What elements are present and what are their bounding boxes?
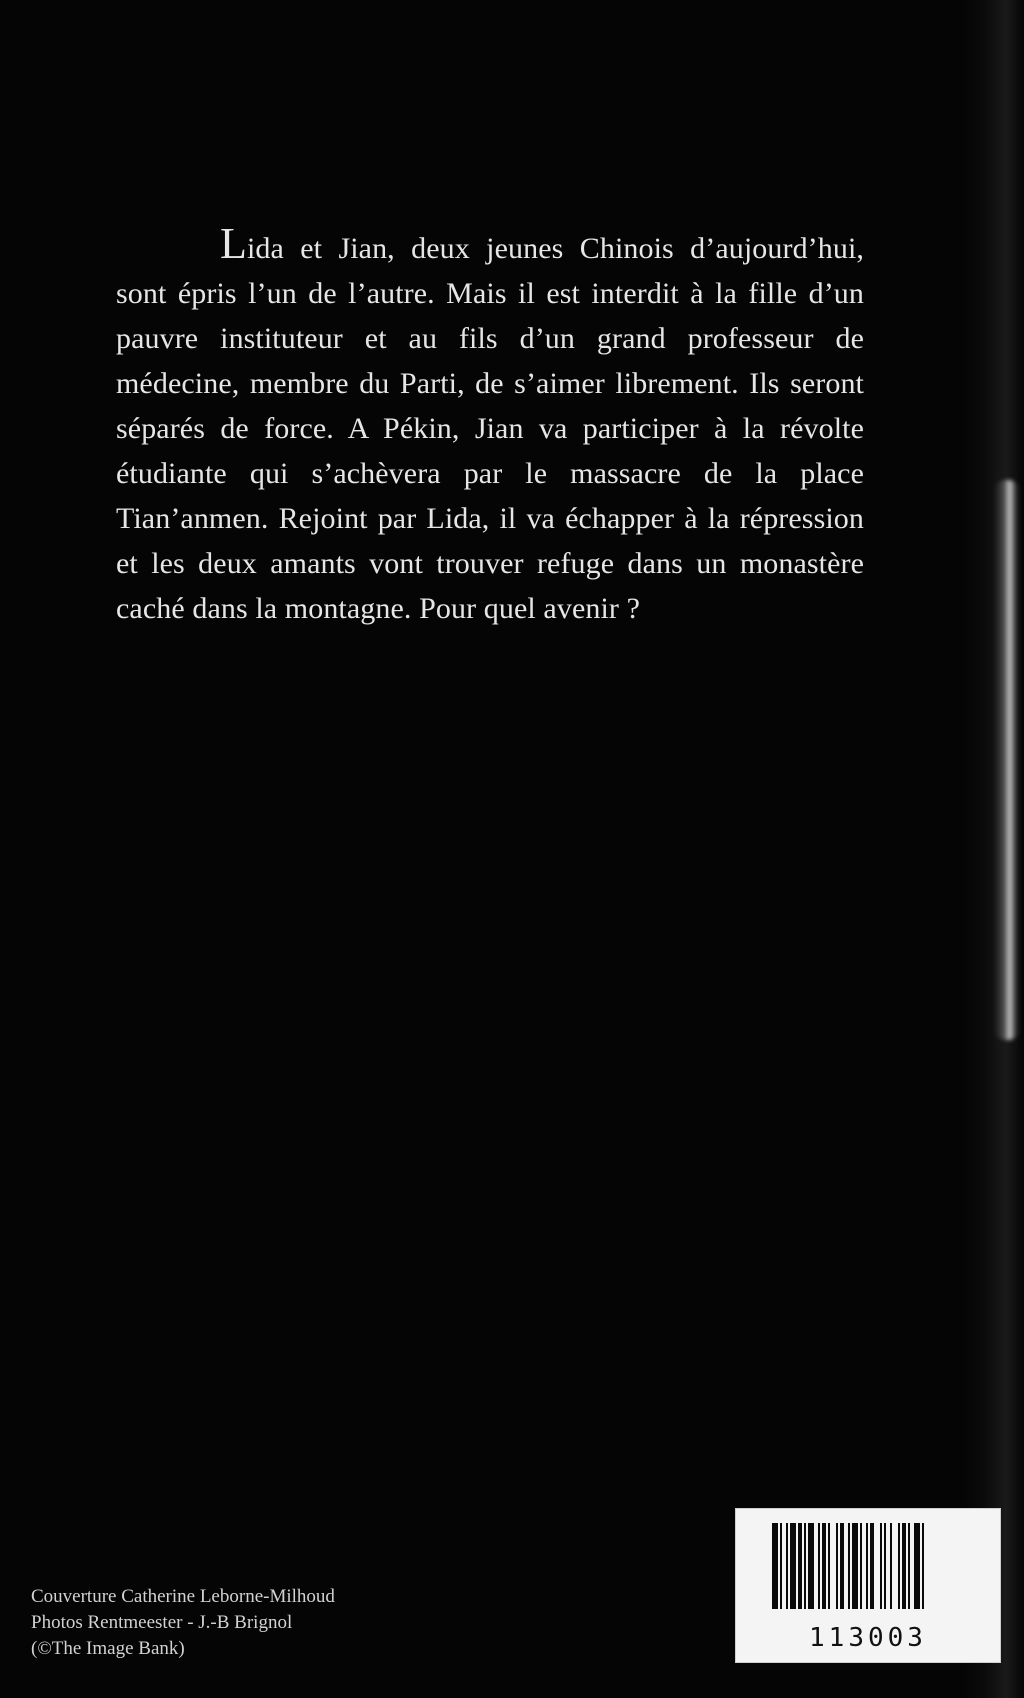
barcode-bar xyxy=(902,1523,906,1609)
barcode-number: 113003 xyxy=(809,1623,927,1653)
barcode-bar xyxy=(870,1523,874,1609)
barcode-bar xyxy=(780,1523,782,1609)
barcode-bar xyxy=(836,1523,838,1609)
barcode-bar xyxy=(860,1523,862,1609)
barcode-bar xyxy=(866,1523,868,1609)
blurb-dropcap: L xyxy=(220,219,247,268)
barcode-bar xyxy=(890,1523,892,1609)
barcode-bar xyxy=(880,1523,882,1609)
barcode-bar xyxy=(884,1523,886,1609)
barcode-bar xyxy=(818,1523,820,1609)
credit-cover-design: Couverture Catherine Leborne-Milhoud xyxy=(31,1586,335,1607)
barcode-bar xyxy=(798,1523,802,1609)
barcode-bar xyxy=(790,1523,796,1609)
barcode-bar xyxy=(852,1523,858,1609)
credit-image-bank: (©The Image Bank) xyxy=(31,1638,185,1659)
barcode-bar xyxy=(898,1523,900,1609)
barcode-bar xyxy=(772,1523,778,1609)
barcode-bar xyxy=(804,1523,806,1609)
cover-credits xyxy=(31,1584,335,1662)
barcode-bar xyxy=(822,1523,826,1609)
barcode-bar xyxy=(786,1523,788,1609)
barcode-bar xyxy=(908,1523,910,1609)
spine-light-glare xyxy=(994,480,1020,1040)
barcode-label xyxy=(735,1508,1001,1663)
barcode-bar xyxy=(914,1523,920,1609)
credit-photos: Photos Rentmeester - J.-B Brignol xyxy=(31,1612,293,1633)
barcode-bar xyxy=(922,1523,924,1609)
barcode-bar xyxy=(808,1523,814,1609)
barcode-bar xyxy=(828,1523,830,1609)
barcode-icon xyxy=(772,1523,968,1609)
blurb-paragraph xyxy=(116,219,864,631)
barcode-bar xyxy=(848,1523,850,1609)
blurb-text: ida et Jian, deux jeunes Chinois d’aujourd’hui, sont épris l’un de l’autre. Mais il est interdit à la fille d’un pauvre instituteur et au fils d’un grand professeur de médecine, membre du Parti, de s’aimer librement. Ils seront séparés de force. A Pékin, Jian va participer à la révolte étudiante qui s’achèvera par le massacre de la place Tian’anmen. Rejoint par Lida, il va échapper à la répression et les deux amants vont trouver refuge dans un monastère caché dans la montagne. Pour quel avenir ? xyxy=(116,232,864,625)
barcode-bar xyxy=(840,1523,844,1609)
